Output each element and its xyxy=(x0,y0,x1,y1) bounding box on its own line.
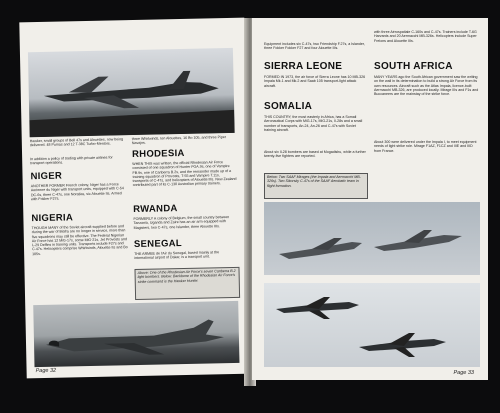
top-text-col1: Equipment includes six C-47s, two Friendship F.27s, a Islander, three Fokker Fokker F27 and four Alouette IIIs. xyxy=(264,42,365,51)
right-caption-box xyxy=(264,173,368,199)
left-page xyxy=(19,18,251,379)
center-text: three Whirlwinds, ten Alouettes, 16 Bo 105, and three Piper Navajos. xyxy=(131,135,227,146)
right-caption-text: Below: Two SAAF Mirages (the Impala and Aermacchi MB-326s). Two Sikorsky C-47s of the SAAF Aerobatic team in flight formation. xyxy=(267,175,361,188)
aerobatic-team-photo xyxy=(264,283,480,367)
south-africa-body: MANY YEARS ago the South African government saw the writing on the wall in its determination to build a strong Air Force from its own resources. Aircraft such as the Atlas Impala, licence-built Aermacchi MB-326, are produced locally. Mirage IIIs and F1s and Buccaneers are the mainstay of the strike force. xyxy=(374,75,479,97)
caption-text: Above: One of the Rhodesian Air Force's seven Canberra B.2 light bombers. Below: Backbone of the Rhodesian Air Force's strike command is the Hawker Hunter. xyxy=(137,268,236,284)
canberra-aircraft-icon xyxy=(28,48,235,137)
right-page xyxy=(252,18,488,380)
rwanda-body: FORMERLY A colony of Belgium, the small country between Tanzania, Uganda and Zaire has an air arm equipped with Magisters, two C-47s, one Islander, three Alouette IIIs. xyxy=(133,215,230,230)
top-text-col2: with three Aérospatiale C-160s and C-47s. Trainers include T-6G Harvards and 20 Aermacchi MB-326s. Helicopters include Super Frelons and Alouette IIIs. xyxy=(374,30,477,43)
left-page-number: Page 32 xyxy=(35,367,57,375)
somalia-body: THIS COUNTRY, the most easterly in Africa, has a Somali Aeronautical Corps with MiG-17s, MiG-21s, Il-28s and a small number of transports, An-24, An-26 and C-47s with Soviet training aircraft. xyxy=(264,115,363,132)
rhodesia-heading: RHODESIA xyxy=(131,147,185,161)
rhodesia-body: WHEN THIS was written, the official Rhodesian Air Force consisted of one squadron of Hunter FGA.9s, one of Vampire FB.9s, one of Canberra B.2s, and the remainder made up of a training squadron of Provosts, T-55 and Vampire T.11s, transports of C-47s, and helicopters of Alouette IIIs. New Zealand contributed part of its C-130 Australian primary trainers. xyxy=(132,160,237,188)
senegal-heading: SENEGAL xyxy=(133,238,183,251)
niger-heading: NIGER xyxy=(30,170,63,183)
rwanda-heading: RWANDA xyxy=(133,203,178,216)
right-page-number: Page 33 xyxy=(453,370,474,376)
intro-text-2: In addition a policy of trading with private airlines for transport operations. xyxy=(30,155,113,166)
canberra-bomber-photo xyxy=(28,48,235,137)
nigeria-body: THOUGH MANY of the Soviet aircraft supplied before and during the war of Biafra are no longer in service, more than five squadrons may still be effective. The Federal Nigerian Air Force has 12 MiG-17s, some MiG-21s, Jet Provosts and L-29 Delfins in training units. Transports include F27s and C-47s. Helicopters comprise Whirlwinds, Alouette IIs and Bo 105s. xyxy=(31,224,128,256)
south-africa-heading: SOUTH AFRICA xyxy=(374,61,453,72)
somalia-heading: SOMALIA xyxy=(264,101,313,112)
niger-body: ANOTHER FORMER French colony, Niger has a Force Aerienne du Niger with transport units, equipped with C-54 DC-6s, three C-47s, one Noratlas, six Alouette IIs. Armed with Fokker F27s. xyxy=(30,182,124,202)
somalia-body-2: About six Il-28 bombers are based at Mogadishu, while a further twenty-five fighters are reported. xyxy=(264,150,366,159)
sierra-leone-body: FORMED IN 1973, the air force of Sierra Leone has 10 MB-326 Impala Mk.1 and Mk.2 and Saab 105 transport-light attack aircraft. xyxy=(264,75,366,88)
hunter-aircraft-icon xyxy=(33,301,239,367)
jets-formation-photo xyxy=(264,202,480,275)
sierra-leone-heading: SIERRA LEONE xyxy=(264,61,343,72)
jet-pair-icon xyxy=(264,202,480,275)
caption-box xyxy=(134,267,240,300)
hunter-jet-photo xyxy=(33,301,239,367)
aerobatic-jets-icon xyxy=(264,283,480,367)
intro-text: Hawker, small groups of Bell 47s and Alouettes, now being delivered. 48 Pumas and 12 T-38C Turbo-Mentors. xyxy=(29,137,124,148)
nigeria-heading: NIGERIA xyxy=(31,212,74,225)
senegal-body: THE ARMEE de l'Air du Senegal, based mainly at the international airport of Dakar, is a transport unit. xyxy=(134,250,220,261)
south-africa-body-2: About 300 were delivered under the Impala I, to meet equipment needs of light strike role. Mirage F1AZ, F1CZ and IIIE and IIID from France. xyxy=(374,140,477,153)
